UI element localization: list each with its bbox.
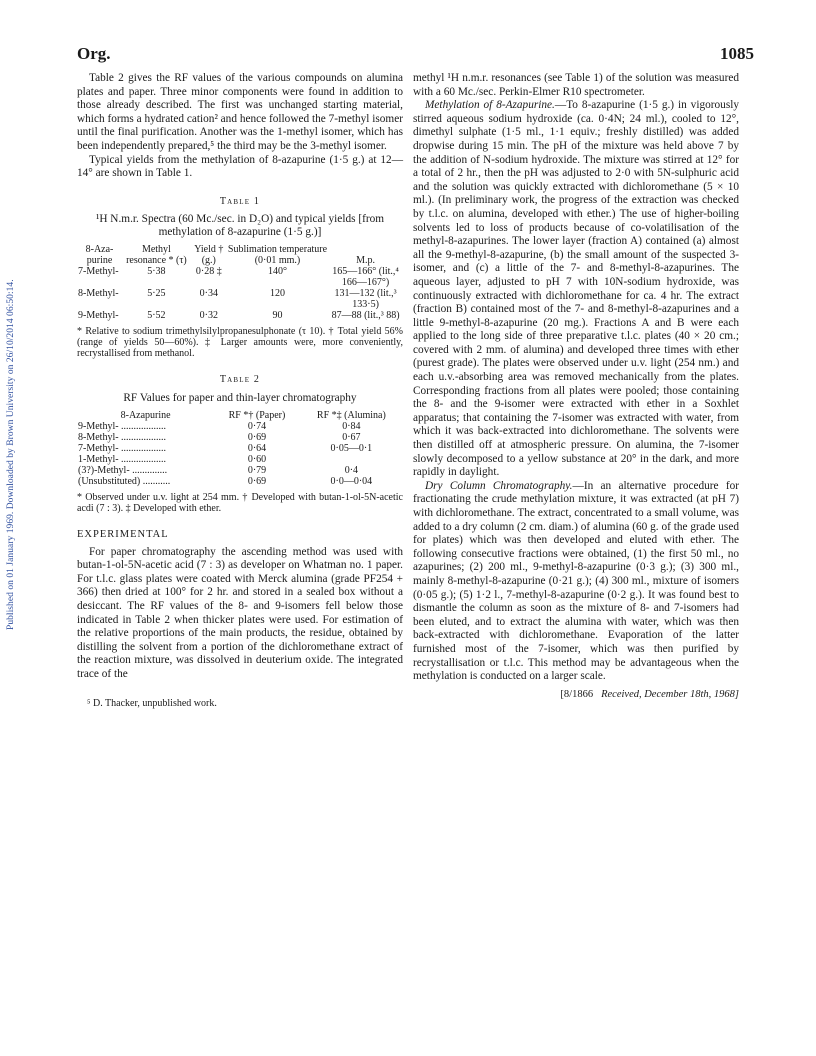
table-cell: 0·84 (342, 420, 361, 432)
table-1 (77, 195, 403, 360)
publication-sidebar (4, 150, 18, 630)
table-cell: 9-Methyl- (78, 310, 119, 322)
column-header: Yield † (g.) (194, 244, 224, 267)
table-row (77, 288, 403, 310)
table-row (77, 465, 403, 476)
table-cell: 0·69 (247, 431, 267, 443)
paragraph-body: —To 8-azapurine (1·5 g.) in vigorously stirred aqueous sodium hydroxide (ca. 0·4N; 24 ml.), cooled to 12°, dimethyl sulphate (1·5 ml., 1·1 equiv.; freshly distilled) was added dropwise during 15 min. The pH of the mixture was held above 7 by the addition of N-sodium hydroxide. The mixture was stirred at 12° for a total of 2 hr., then the pH was adjusted to 2·0 with 5N-sulphuric acid and the solution was quickly extracted with dichloromethane (5 × 10 ml.). (In preliminary work, the progress of the extraction was checked by t.l.c. on alumina, developed with ether.) The use of higher-boiling solvents led to loss of products because of co-volatilisation of the methyl-8-azapurines. The lower layer (fraction A) contained (a) almost all the 9-methyl-8-azapurine, (b) the small amount of the suspected 3-isomer, and (c) a little of the 7- and 8-methyl-8-azapurines. The aqueous layer, adjusted to pH 7 with 10N-sodium hydroxide, was continuously extracted with dichloromethane for ca. 4 hr. The extract (fraction B) contained most of the 7- and 8-methyl-8-azapurines and a little 9-methyl-8-azapurine (20 mg.). Fractions A and B were each applied to the long side of three preparative t.l.c. plates (40 × 20 cm.; covered with 2 mm. of alumina) and developed three times with ether (purest grade). The plates were observed under u.v. light (254 nm.) and each u.v.-absorbing area was removed mechanically from the plates. Corresponding fractions from all plates were pooled; those containing the 8- and the 9-isomer were extracted with ether in a Soxhlet apparatus; that containing the 7-isomer was extracted with water, from which it was back-extracted into dichloromethane. The solvents were then distilled off at atmospheric pressure. On alumina, the 7-isomer slowly decomposed to a yellow substance at 20° in the dark, and more rapidly in daylight. (413, 99, 739, 479)
table-cell: 5·38 (147, 266, 166, 278)
table-row (77, 421, 403, 432)
paragraph: Table 2 gives the RF values of the various compounds on alumina plates and paper. Three minor components were found in addition to those already described. The first was unchanged starting material, which forms a hydrated cation² and hence followed the 7-methyl isomer until the final purification. Another was the 1-methyl isomer, which has been independently prepared,⁵ the third may be the 3-methyl isomer. (77, 72, 403, 152)
table-cell: 7-Methyl- .................. (78, 442, 167, 454)
table-cell: 0·64 (247, 442, 267, 454)
table-cell: 0·32 (199, 310, 218, 322)
right-column (413, 72, 739, 701)
table-cell: 8-Methyl- .................. (78, 431, 167, 443)
table-cell: 0·28 ‡ (195, 266, 222, 278)
table-cell: 165—166° (lit.,⁴ 166—167°) (332, 266, 399, 289)
table (77, 410, 403, 487)
table-cell: 0·05—0·1 (330, 442, 373, 454)
table-row (77, 476, 403, 487)
table-cell: (3?)-Methyl- .............. (78, 464, 168, 476)
table-cell: (Unsubstituted) ........... (78, 475, 171, 487)
left-column (77, 72, 403, 711)
table-cell: 140° (268, 266, 287, 278)
table-cell: 0·74 (247, 420, 267, 432)
table-cell: 0·67 (342, 431, 361, 443)
table-header-row (77, 410, 403, 421)
paragraph-body: —In an alternative procedure for fractionating the crude methylation mixture, it was extracted (at pH 7) with dichloromethane. The extract, concentrated to a small volume, was added to a dry column (2 cm. diam.) of alumina (60 g. of the grade used for plates) which was then developed and eluted with ether. The following consecutive fractions were obtained, (1) the first 50 ml., no azapurines; (2) 200 ml., 9-methyl-8-azapurine (0·3 g.); (3) 300 ml., mainly 8-methyl-8-azapurine (0·21 g.); (4) 300 ml., mixture of isomers (0·05 g.); (5) 1·2 l., 7-methyl-8-azapurine (0·2 g.). It was found best to dismantle the column as soon as the mixture of 8- and 7-isomers had been eluted, and to extract the alumina with water, which was then back-extracted with dichloromethane. Evaporation of the latter furnished most of the 7-isomer, which was then purified by recrystallisation or t.l.c. This method may be advantageous when the methylation is conducted on a larger scale. (413, 479, 739, 683)
table-title: RF Values for paper and thin-layer chromatography (123, 391, 357, 404)
table-cell: 0·0—0·04 (330, 475, 373, 487)
table-cell: 90 (272, 310, 283, 322)
table-cell: 9-Methyl- .................. (78, 420, 167, 432)
table-caption: Table 2 (219, 374, 261, 386)
page-footnote: ⁵ D. Thacker, unpublished work. (87, 698, 217, 710)
paragraph-title: Dry Column Chromatography. (425, 479, 573, 492)
table-cell: 87—88 (lit.,³ 88) (331, 310, 400, 322)
paragraph (413, 480, 739, 684)
table-caption: Table 1 (219, 195, 261, 207)
paragraph: Typical yields from the methylation of 8-azapurine (1·5 g.) at 12—14° are shown in Table 1. (77, 153, 403, 180)
column-header: Methyl resonance * (τ) (126, 244, 187, 267)
paragraph-title: Methylation of 8-Azapurine. (425, 99, 555, 112)
page-number: 1085 (720, 44, 754, 63)
journal-section: Org. (77, 44, 111, 63)
paragraph (413, 99, 739, 480)
publication-info-text: Published on 01 January 1969. Downloaded by Brown University on 26/10/2014 06:50:14. (6, 279, 16, 630)
table-row (77, 310, 403, 321)
column-header: M.p. (356, 255, 376, 267)
table-cell: 0·69 (247, 475, 267, 487)
table-cell: 0·79 (247, 464, 267, 476)
table-footnote: * Relative to sodium trimethylsilylpropanesulphonate (τ 10). † Total yield 56% (range of yields 50—60%). ‡ Larger amounts were, more conveniently, recrystallised from methanol. (77, 326, 403, 360)
table-cell: 0·60 (247, 453, 267, 465)
table-2 (77, 373, 403, 514)
manuscript-id: [8/1866 (560, 688, 594, 700)
column-header: RF *† (Paper) (228, 409, 286, 421)
table-cell (300, 454, 403, 465)
table-row (77, 432, 403, 443)
table-row (77, 454, 403, 465)
table-footnote: * Observed under u.v. light at 254 mm. † Developed with butan-1-ol-5N-acetic acdi (7 : 3). ‡ Developed with ether. (77, 491, 403, 514)
table-row (77, 443, 403, 454)
table-cell: 5·52 (147, 310, 166, 322)
column-header: 8-Aza-purine (85, 244, 114, 267)
table-cell: 7-Methyl- (78, 266, 119, 278)
table-header-row (77, 244, 403, 266)
received-date: Received, December 18th, 1968] (601, 688, 739, 700)
table-cell: 0·4 (344, 464, 359, 476)
paragraph: For paper chromatography the ascending method was used with butan-1-ol-5N-acetic acid (7 : 3) as developer on Whatman no. 1 paper. For t.l.c. glass plates were coated with Merck alumina (grade PF254 + 366) then dried at 100° for 2 hr. and stored in a sealed box without a desiccant. The RF values of the 8- and 9-isomers fell below those indicated in Table 2 when thicker plates were used. For estimation of the relative proportions of the main products, the residue, obtained by distilling the solvent from a portion of the dichloromethane extract of the reaction mixture, was dissolved in deuterium oxide. The integrated trace of the (77, 545, 403, 680)
column-header: 8-Azapurine (120, 409, 171, 421)
table-title: ¹H N.m.r. Spectra (60 Mc./sec. in D₂O) and typical yields [from methylation of 8-azapurine (1·5 g.)] (95, 213, 385, 239)
column-header: RF *‡ (Alumina) (316, 409, 386, 421)
table-cell: 0·34 (199, 288, 218, 300)
table-cell: 1-Methyl- .................. (78, 453, 167, 465)
column-header: Sublimation temperature (0·01 mm.) (227, 244, 328, 267)
received-line (413, 688, 739, 702)
section-heading: EXPERIMENTAL (77, 528, 169, 540)
table (77, 244, 403, 321)
table-cell: 120 (270, 288, 285, 300)
table-row (77, 266, 403, 288)
table-cell: 5·25 (147, 288, 166, 300)
table-cell: 8-Methyl- (78, 288, 119, 300)
table-cell: 131—132 (lit.,³ 133·5) (334, 288, 397, 311)
paragraph: methyl ¹H n.m.r. resonances (see Table 1) of the solution was measured with a 60 Mc./sec. Perkin-Elmer R10 spectrometer. (413, 72, 739, 98)
